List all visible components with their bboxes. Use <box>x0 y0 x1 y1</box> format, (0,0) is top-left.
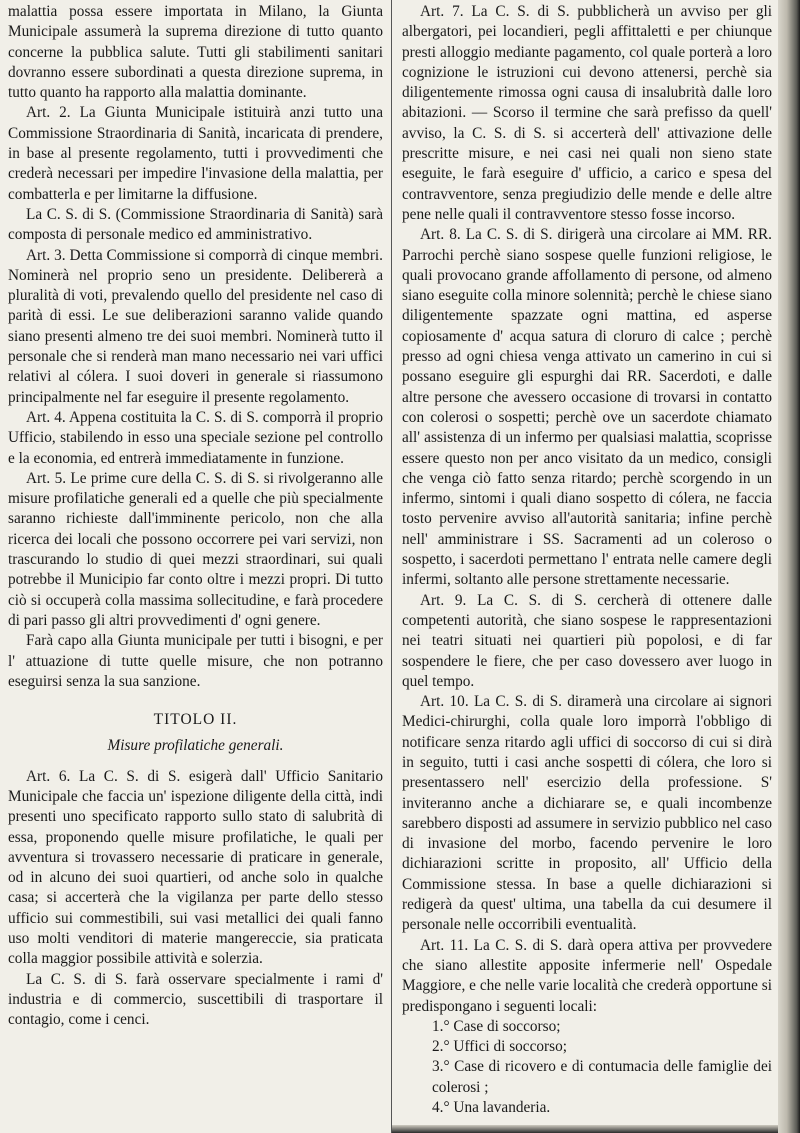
article-3: Art. 3. Detta Commissione si comporrà di cinque membri. Nominerà nel proprio seno un presidente. Delibererà a pluralità di voti, prevalendo quello del presidente nel caso di parità di essi. Le sue deliberazioni saranno valide quando siano presenti almeno tre dei suoi membri. Nominerà tutto il personale che si renderà man mano necessario nei vari uffici relativi al cólera. I suoi doveri in generale si riassumono principalmente nel far eseguire il presente regolamento. <box>8 246 383 406</box>
paragraph: La C. S. di S. farà osservare specialmente i rami d' industria e di commercio, suscettibili di trasportare il contagio, come i cenci. <box>8 970 383 1029</box>
left-column <box>8 2 383 1031</box>
article-5: Art. 5. Le prime cure della C. S. di S. si rivolgeranno alle misure profilatiche generali ed a quelle che più specialmente saranno richieste dall'imminente pericolo, non che alla ricerca dei locali che possono occorrere pei vari servizi, non trascurando lo studio di quei mezzi straordinari, sui quali potrebbe il Municipio far conto oltre i mezzi propri. Di tutto ciò si occuperà colla massima sollecitudine, e farà procedere di pari passo gli altri provvedimenti d' ogni genere. <box>8 469 383 629</box>
paragraph: malattia possa essere importata in Milano, la Giunta Municipale assumerà la suprema direzione di tutto quanto concerne la pubblica salute. Tutti gli stabilimenti sanitari dovranno essere subordinati a questa direzione suprema, in tutto quanto ha rapporto alla malattia dominante. <box>8 3 383 102</box>
section-title: TITOLO II. <box>153 711 238 729</box>
locali-list <box>402 1017 772 1118</box>
article-4: Art. 4. Appena costituita la C. S. di S. comporrà il proprio Ufficio, stabilendo in esso una speciale sezione pel controllo e la economia, ed entrerà immediatamente in funzione. <box>8 408 383 467</box>
list-item: 4.° Una lavanderia. <box>432 1099 551 1117</box>
section-subtitle: Misure profilatiche generali. <box>107 737 284 755</box>
article-7: Art. 7. La C. S. di S. pubblicherà un avviso per gli albergatori, pei locandieri, pegli affittaletti e per chiunque presti alloggio mediante pagamento, col quale porterà a loro cognizione le istruzioni cui devono attenersi, perchè sia diligentemente rimossa ogni causa di insalubrità dalle loro abitazioni. — Scorso il termine che sarà prefisso da quell' avviso, la C. S. di S. si accerterà dell' attivazione delle prescritte misure, e nei casi nei quali non sieno state eseguite, le farà eseguire d' ufficio, a carico e spesa del contravventore, senza pregiudizio delle mende e delle altre pene nelle quali il contravventore stesso fosse incorso. <box>402 3 772 223</box>
article-11: Art. 11. La C. S. di S. darà opera attiva per provvedere che siano allestite apposite infermerie nell' Ospedale Maggiore, e che nelle varie località che crederà opportune si predispongano i seguenti locali: <box>402 936 772 1015</box>
list-item: 1.° Case di soccorso; <box>432 1017 561 1035</box>
list-item: 2.° Uffici di soccorso; <box>432 1038 567 1056</box>
paragraph: Farà capo alla Giunta municipale per tutti i bisogni, e per l' attuazione di tutte quelle misure, che non potranno eseguirsi senza la sua sanzione. <box>8 632 383 690</box>
article-2: Art. 2. La Giunta Municipale istituirà anzi tutto una Commissione Straordinaria di Sanità, incaricata di prendere, in base al presente regolamento, tutti i provvedimenti che crederà necessari per impedire l'invasione della malattia, per combatterla e per limitarne la diffusione. <box>8 104 383 203</box>
page-edge-shadow <box>778 0 800 1133</box>
right-column <box>402 2 772 1118</box>
article-8: Art. 8. La C. S. di S. dirigerà una circolare ai MM. RR. Parrochi perchè siano sospese quelle funzioni religiose, le quali provocano grande affollamento di persone, od almeno siano eseguite colla minore solennità; perchè le chiese siano diligentemente spazzate ogni mattina, ed asperse copiosamente d' acqua satura di cloruro di calce ; perchè presso ad ogni chiesa venga attivato un camerino in cui si possano eseguire gli espurghi dai RR. Sacerdoti, e dalle altre persone che avessero occasione di trovarsi in contatto con colerosi o sospetti; perchè ove un sacerdote chiamato all' assistenza di un infermo per qualsiasi malattia, scoprisse essere questo non per anco visitato da un medico, consigli che venga ciò fatto senza ritardo; perchè scorgendo in un infermo, sintomi i quali diano sospetto di cólera, ne faccia tosto pervenire avviso all'autorità sanitaria; infine perchè nell' amministrare i SS. Sacramenti ad un coleroso o sospetto, i sacerdoti permettano l' entrata nelle camere degli infermi, soltanto alle persone strettamente necessarie. <box>402 226 772 589</box>
column-divider <box>391 0 392 1133</box>
list-item: 3.° Case di ricovero e di contumacia delle famiglie dei colerosi ; <box>432 1058 772 1096</box>
page-bottom-shadow <box>392 1125 778 1133</box>
article-6: Art. 6. La C. S. di S. esigerà dall' Ufficio Sanitario Municipale che faccia un' ispezione diligente della città, indi presenti uno specificato rapporto sullo stato di salubrità di essa, proponendo quelle misure profilatiche, le quali per avventura si trovassero necessarie di praticare in generale, od in alcuno dei suoi quartieri, od anche solo in qualche casa; si accerterà che la vigilanza per parte dello stesso ufficio sui commestibili, sui vasi metallici dei quali fanno uso molti venditori di materie mangereccie, sia praticata colla maggior possibile attività e solerzia. <box>8 767 383 968</box>
paragraph: La C. S. di S. (Commissione Straordinaria di Sanità) sarà composta di personale medico ed amministrativo. <box>8 205 383 244</box>
article-9: Art. 9. La C. S. di S. cercherà di ottenere dalle competenti autorità, che siano sospese le rappresentazioni nei teatri situati nei quartieri più popolosi, e di far sospendere le fiere, che per caso dovessero aver luogo in quel tempo. <box>402 591 772 690</box>
article-10: Art. 10. La C. S. di S. diramerà una circolare ai signori Medici-chirurghi, colla quale loro imporrà l'obbligo di notificare senza ritardo agli uffici di soccorso di cui si dirà in seguito, tutti i casi anche sospetti di cólera, che loro si presentassero nell' esercizio della professione. S' inviteranno anche a dichiarare se, e quali incombenze sarebbero disposti ad assumere in servizio pubblico nel caso di invasione del morbo, facendo pervenire le loro dichiarazioni scritte in proposito, all' Ufficio della Commissione stessa. In base a quelle dichiarazioni si redigerà da quest' ultima, una tabella da cui desumere il personale nelle occorribili eventualità. <box>402 693 772 934</box>
